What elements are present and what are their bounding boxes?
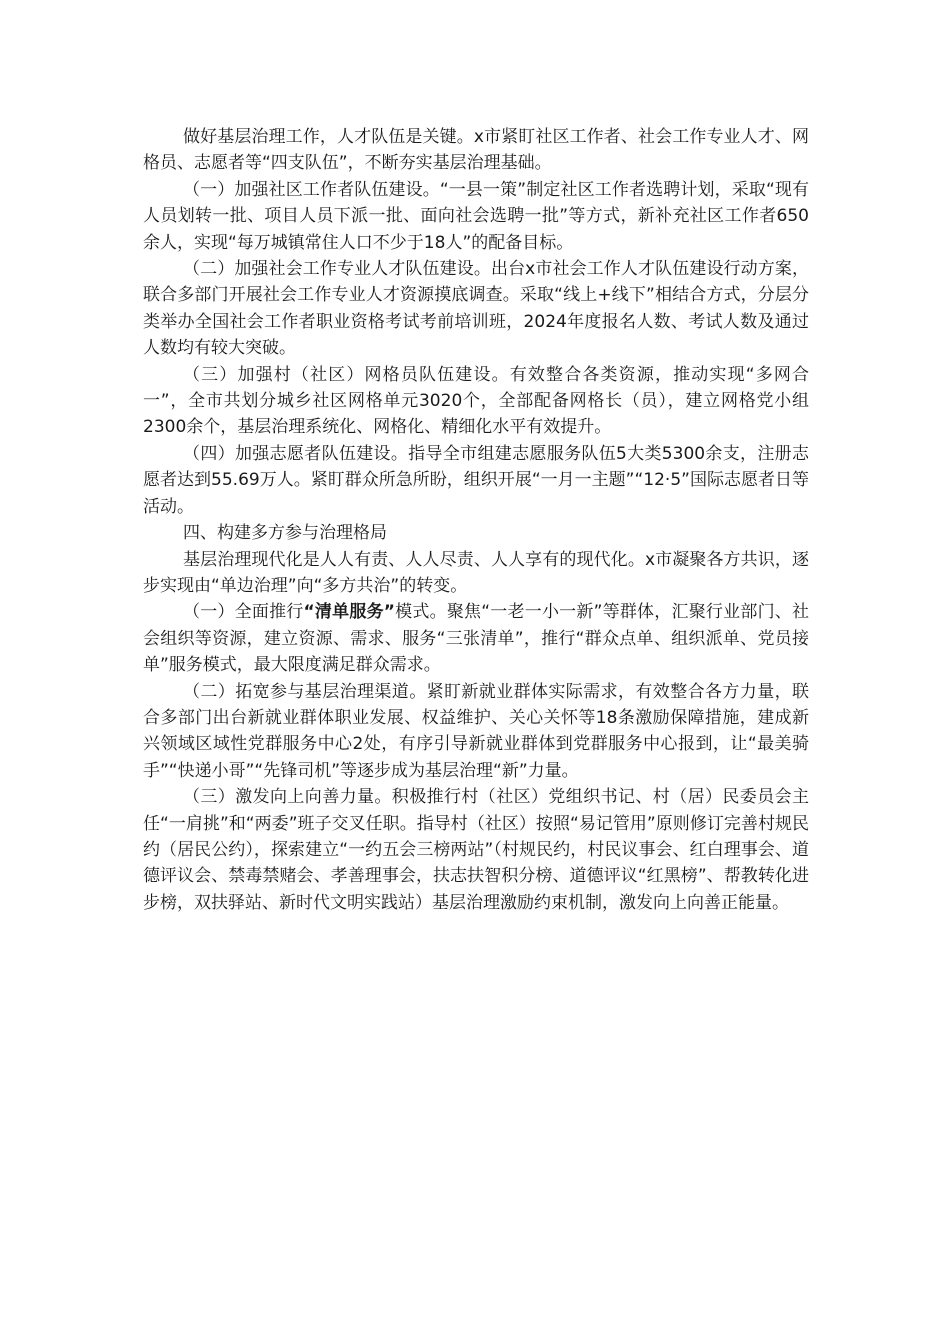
paragraph-positive-forces: （三）激发向上向善力量。积极推行村（社区）党组织书记、村（居）民委员会主任“一肩挑”和“两委”班子交叉任职。指导村（社区）按照“易记管用”原则修订完善村规民约（居民公约），探索建立“一约五会三榜两站”（村规民约，村民议事会、红白理事会、道德评议会、禁毒禁赌会、孝善理事会，扶志扶智积分榜、道德评议“红黑榜”、帮教转化进步榜，双扶驿站、新时代文明实践站）基层治理激励约束机制，激发向上向善正能量。	[143, 787, 809, 913]
list-service-lead: （一）全面推行	[183, 602, 304, 623]
document-body	[143, 124, 809, 916]
paragraph-section-intro: 基层治理现代化是人人有责、人人尽责、人人享有的现代化。x市凝聚各方共识，逐步实现由“单边治理”向“多方共治”的转变。	[143, 549, 809, 596]
list-service-bold: “清单服务”	[303, 602, 395, 623]
paragraph-community-workers: （一）加强社区工作者队伍建设。“一县一策”制定社区工作者选聘计划，采取“现有人员划转一批、项目人员下派一批、面向社会选聘一批”等方式，新补充社区工作者650余人，实现“每万城镇常住人口不少于18人”的配备目标。	[143, 179, 809, 253]
list-service-rest: 模式。聚焦“一老一小一新”等群体，汇聚行业部门、社会组织等资源，建立资源、需求、服务“三张清单”，推行“群众点单、组织派单、党员接单”服务模式，最大限度满足群众需求。	[143, 602, 809, 676]
paragraph-participation-channels: （二）拓宽参与基层治理渠道。紧盯新就业群体实际需求，有效整合各方力量，联合多部门出台新就业群体职业发展、权益维护、关心关怀等18条激励保障措施，建成新兴领域区域性党群服务中心2处，有序引导新就业群体到党群服务中心报到，让“最美骑手”“快递小哥”“先锋司机”等逐步成为基层治理“新”力量。	[143, 681, 809, 781]
paragraph-volunteers: （四）加强志愿者队伍建设。指导全市组建志愿服务队伍5大类5300余支，注册志愿者达到55.69万人。紧盯群众所急所盼，组织开展“一月一主题”“12·5”国际志愿者日等活动。	[143, 443, 809, 517]
paragraph-list-service	[143, 599, 809, 678]
paragraph-grid-workers: （三）加强村（社区）网格员队伍建设。有效整合各类资源，推动实现“多网合一”，全市共划分城乡社区网格单元3020个，全部配备网格长（员），建立网格党小组2300余个，基层治理系统化、网格化、精细化水平有效提升。	[143, 364, 809, 438]
paragraph-talent-intro: 做好基层治理工作，人才队伍是关键。x市紧盯社区工作者、社会工作专业人才、网格员、志愿者等“四支队伍”，不断夯实基层治理基础。	[143, 127, 809, 174]
paragraph-social-work-talent: （二）加强社会工作专业人才队伍建设。出台x市社会工作人才队伍建设行动方案，联合多部门开展社会工作专业人才资源摸底调查。采取“线上+线下”相结合方式，分层分类举办全国社会工作者职业资格考试考前培训班，2024年度报名人数、考试人数及通过人数均有较大突破。	[143, 259, 809, 359]
section-heading: 四、构建多方参与治理格局	[183, 523, 387, 544]
